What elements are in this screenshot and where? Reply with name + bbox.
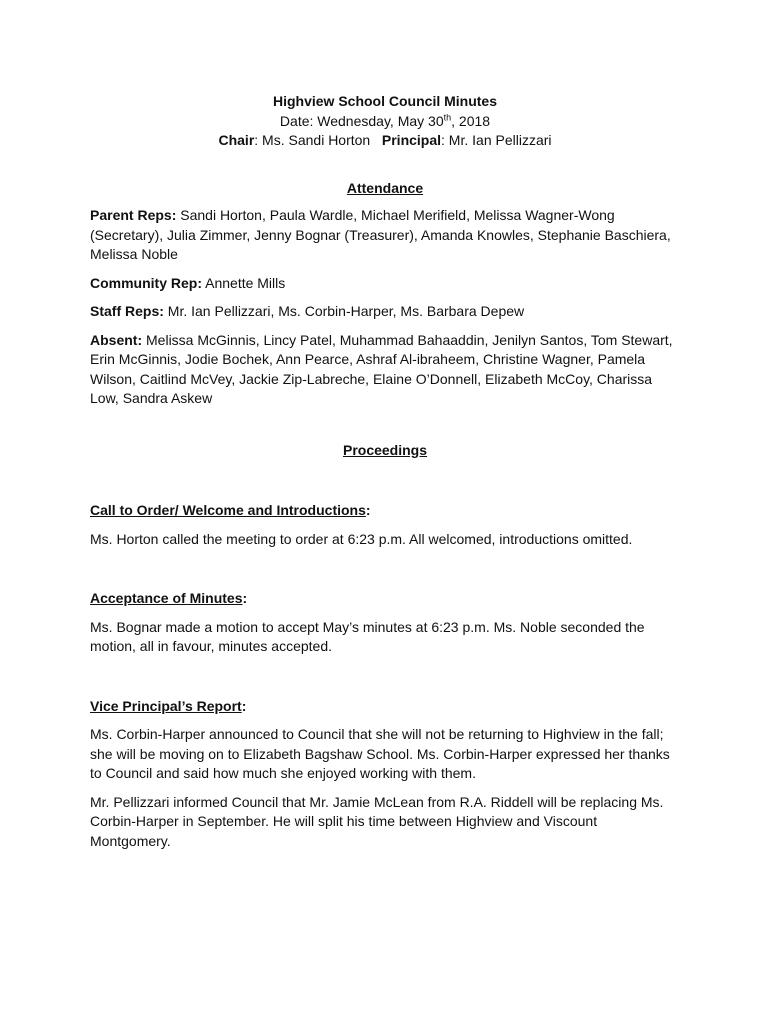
call-to-order-heading-text: Call to Order/ Welcome and Introductions xyxy=(90,502,366,518)
community-rep-label: Community Rep: xyxy=(90,274,202,291)
acceptance-of-minutes-heading xyxy=(90,589,690,609)
acceptance-of-minutes-section xyxy=(90,589,690,657)
call-to-order-text: Ms. Horton called the meeting to order at 6:23 p.m. All welcomed, introductions omitted. xyxy=(90,530,633,547)
meeting-date xyxy=(90,112,680,132)
vice-principal-report-paragraph-1: Ms. Corbin-Harper announced to Council that she will not be returning to Highview in the fall; she will be moving on to Elizabeth Bagshaw School. Ms. Corbin-Harper expressed her thanks to Council and said how much she enjoyed working with them. xyxy=(90,726,670,781)
principal-label: Principal xyxy=(381,132,442,148)
community-rep-paragraph xyxy=(90,274,680,294)
acceptance-of-minutes-text: Ms. Bognar made a motion to accept May’s minutes at 6:23 p.m. Ms. Noble seconded the motion, all in favour, minutes accepted. xyxy=(90,618,645,654)
acceptance-of-minutes-heading-colon: : xyxy=(242,590,248,606)
staff-reps-label: Staff Reps: xyxy=(90,303,164,319)
chair-label: Chair xyxy=(218,132,255,148)
acceptance-of-minutes-heading-text: Acceptance of Minutes xyxy=(90,590,243,606)
call-to-order-section xyxy=(90,501,690,549)
vice-principal-report-paragraph-2: Mr. Pellizzari informed Council that Mr. Jamie McLean from R.A. Riddell will be replacing Ms. Corbin-Harper in September. He will split his time between Highview and Viscount Montgomery. xyxy=(90,793,664,849)
absent-label: Absent: xyxy=(90,331,143,348)
document-header xyxy=(90,92,690,151)
absent-value: Melissa McGinnis, Lincy Patel, Muhammad Bahaaddin, Jenilyn Santos, Tom Stewart, Erin McGinnis, Jodie Bochek, Ann Pearce, Ashraf Al-ibraheem, Christine Wagner, Pamela Wilson, Caitlind McVey, Jackie Zip-Labreche, Elaine O’Donnell, Elizabeth McCoy, Charissa Low, Sandra Askew xyxy=(90,331,673,406)
absent-paragraph xyxy=(90,331,680,409)
vice-principal-report-heading-text: Vice Principal’s Report xyxy=(90,697,242,714)
meeting-date-year: , 2018 xyxy=(451,112,491,129)
document-title: Highview School Council Minutes xyxy=(272,93,497,109)
call-to-order-heading xyxy=(90,501,690,521)
community-rep-value: Annette Mills xyxy=(202,274,286,291)
chair-value: : Ms. Sandi Horton xyxy=(254,132,371,148)
proceedings-heading: Proceedings xyxy=(342,441,428,458)
parent-reps-value: Sandi Horton, Paula Wardle, Michael Merifield, Melissa Wagner-Wong (Secretary), Julia Zimmer, Jenny Bognar (Treasurer), Amanda Knowles, Stephanie Baschiera, Melissa Noble xyxy=(90,207,671,262)
vice-principal-report-heading xyxy=(90,697,690,717)
vice-principal-report-heading-colon: : xyxy=(241,697,247,714)
parent-reps-label: Parent Reps: xyxy=(90,207,177,223)
document-page xyxy=(90,92,690,860)
staff-reps-value: Mr. Ian Pellizzari, Ms. Corbin-Harper, Ms. Barbara Depew xyxy=(163,303,525,319)
staff-reps-paragraph xyxy=(90,302,680,322)
principal-value: : Mr. Ian Pellizzari xyxy=(441,132,552,148)
call-to-order-heading-colon: : xyxy=(365,502,371,518)
meeting-date-ordinal: th xyxy=(443,111,452,122)
meeting-date-prefix: Date: Wednesday, May 30 xyxy=(279,112,444,129)
attendance-heading: Attendance xyxy=(346,179,424,196)
vice-principal-report-section xyxy=(90,697,690,852)
parent-reps-paragraph xyxy=(90,206,680,265)
chair-principal-line xyxy=(90,131,680,151)
